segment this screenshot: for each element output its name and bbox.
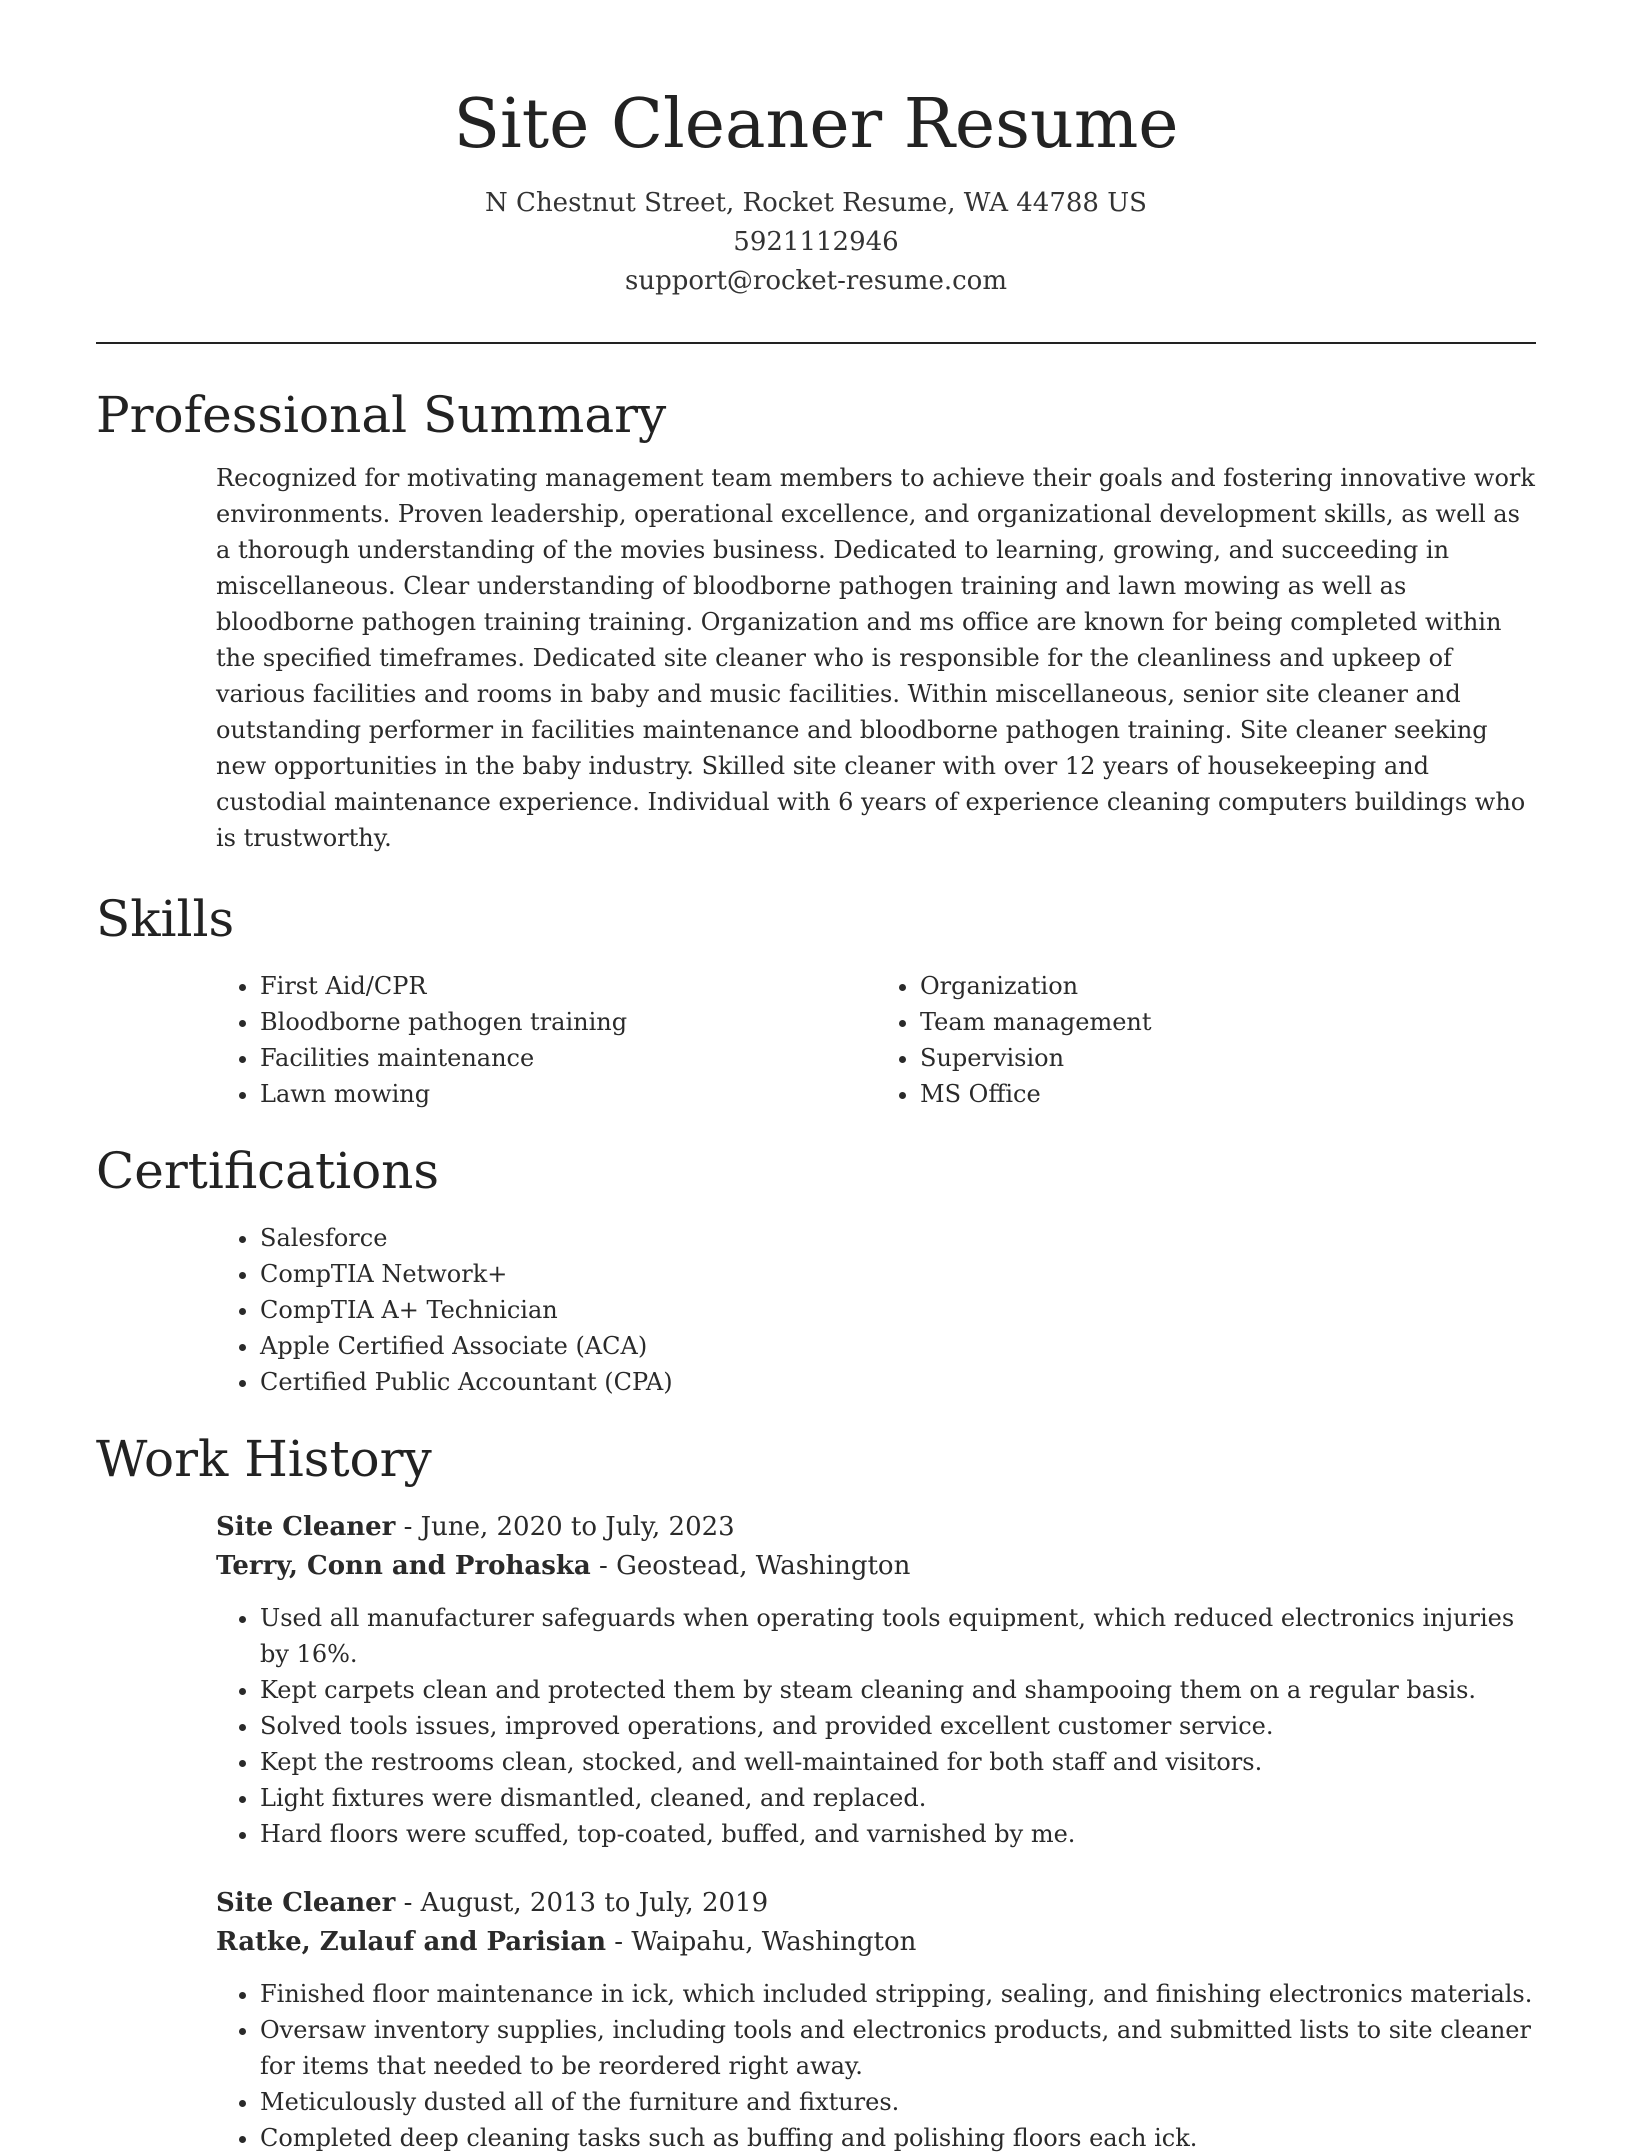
job-title-line xyxy=(216,1884,1536,1923)
job-entry xyxy=(216,1508,1536,1852)
certification-item: • Salesforce xyxy=(260,1220,1536,1256)
skill-item: • Facilities maintenance xyxy=(260,1040,876,1076)
work-history-section xyxy=(96,1424,1536,2156)
resume-title: Site Cleaner Resume xyxy=(453,85,1179,164)
job-bullet: • Meticulously dusted all of the furniture and fixtures. xyxy=(260,2084,1536,2120)
certification-item: • Apple Certified Associate (ACA) xyxy=(260,1328,1536,1364)
email: support@rocket-resume.com xyxy=(624,266,1007,297)
skill-item: • Supervision xyxy=(920,1040,1536,1076)
job-bullet: • Kept the restrooms clean, stocked, and well-maintained for both staff and visitors. xyxy=(260,1744,1536,1780)
skills-list-left xyxy=(216,968,876,1112)
skills-columns xyxy=(216,968,1536,1112)
section-heading-work-history: Work History xyxy=(96,1430,432,1488)
job-dates: - August, 2013 to July, 2019 xyxy=(395,1888,769,1918)
skill-item: • Bloodborne pathogen training xyxy=(260,1004,876,1040)
skills-list-right xyxy=(876,968,1536,1112)
job-title-line xyxy=(216,1508,1536,1547)
summary-text: Recognized for motivating management team members to achieve their goals and fostering innovative work environments. Proven leadership, operational excellence, and organizational development skills, as well as a thorough understanding of the movies business. Dedicated to learning, growing, and succeeding in miscellaneous. Clear understanding of bloodborne pathogen training and lawn mowing as well as bloodborne pathogen training training. Organization and ms office are known for being completed within the specified timeframes. Dedicated site cleaner who is responsible for the cleanliness and upkeep of various facilities and rooms in baby and music facilities. Within miscellaneous, senior site cleaner and outstanding performer in facilities maintenance and bloodborne pathogen training. Site cleaner seeking new opportunities in the baby industry. Skilled site cleaner with over 12 years of housekeeping and custodial maintenance experience. Individual with 6 years of experience cleaning computers buildings who is trustworthy. xyxy=(216,464,1535,852)
job-company: Ratke, Zulauf and Parisian xyxy=(216,1927,606,1957)
job-bullets xyxy=(216,1600,1536,1852)
job-bullet: • Light fixtures were dismantled, cleaned, and replaced. xyxy=(260,1780,1536,1816)
job-bullet: • Oversaw inventory supplies, including tools and electronics products, and submitted lists to site cleaner for items that needed to be reordered right away. xyxy=(260,2012,1536,2084)
job-bullet: • Finished floor maintenance in ick, which included stripping, sealing, and finishing electronics materials. xyxy=(260,1976,1536,2012)
job-entry xyxy=(216,1884,1536,2156)
header-divider xyxy=(96,342,1536,344)
job-dates: - June, 2020 to July, 2023 xyxy=(395,1512,735,1542)
phone: 5921112946 xyxy=(733,227,899,258)
certification-item: • Certified Public Accountant (CPA) xyxy=(260,1364,1536,1400)
skill-item: • Lawn mowing xyxy=(260,1076,876,1112)
job-bullet: • Hard floors were scuffed, top-coated, buffed, and varnished by me. xyxy=(260,1816,1536,1852)
job-bullet: • Used all manufacturer safeguards when operating tools equipment, which reduced electronics injuries by 16%. xyxy=(260,1600,1536,1672)
certification-item: • CompTIA Network+ xyxy=(260,1256,1536,1292)
job-role: Site Cleaner xyxy=(216,1888,396,1918)
resume-body xyxy=(96,380,1536,2156)
skill-item: • MS Office xyxy=(920,1076,1536,1112)
job-bullet: • Kept carpets clean and protected them by steam cleaning and shampooing them on a regular basis. xyxy=(260,1672,1536,1708)
skill-item: • Organization xyxy=(920,968,1536,1004)
skill-item: • Team management xyxy=(920,1004,1536,1040)
job-location: - Waipahu, Washington xyxy=(606,1927,917,1957)
job-location: - Geostead, Washington xyxy=(590,1551,911,1581)
summary-section xyxy=(96,380,1536,856)
job-company-line xyxy=(216,1923,1536,1962)
skill-item: • First Aid/CPR xyxy=(260,968,876,1004)
section-heading-skills: Skills xyxy=(96,890,235,948)
job-role: Site Cleaner xyxy=(216,1512,396,1542)
job-company-line xyxy=(216,1547,1536,1586)
resume-header xyxy=(0,0,1632,301)
address: N Chestnut Street, Rocket Resume, WA 44788 US xyxy=(485,188,1147,219)
job-bullet: • Solved tools issues, improved operations, and provided excellent customer service. xyxy=(260,1708,1536,1744)
job-bullets xyxy=(216,1976,1536,2156)
section-heading-certifications: Certifications xyxy=(96,1142,440,1200)
certifications-list xyxy=(216,1220,1536,1400)
skills-section xyxy=(96,884,1536,1112)
job-company: Terry, Conn and Prohaska xyxy=(216,1551,591,1581)
job-bullet: • Completed deep cleaning tasks such as buffing and polishing floors each ick. xyxy=(260,2120,1536,2156)
certification-item: • CompTIA A+ Technician xyxy=(260,1292,1536,1328)
contact-block xyxy=(0,184,1632,301)
section-heading-summary: Professional Summary xyxy=(96,386,667,444)
certifications-section xyxy=(96,1136,1536,1400)
